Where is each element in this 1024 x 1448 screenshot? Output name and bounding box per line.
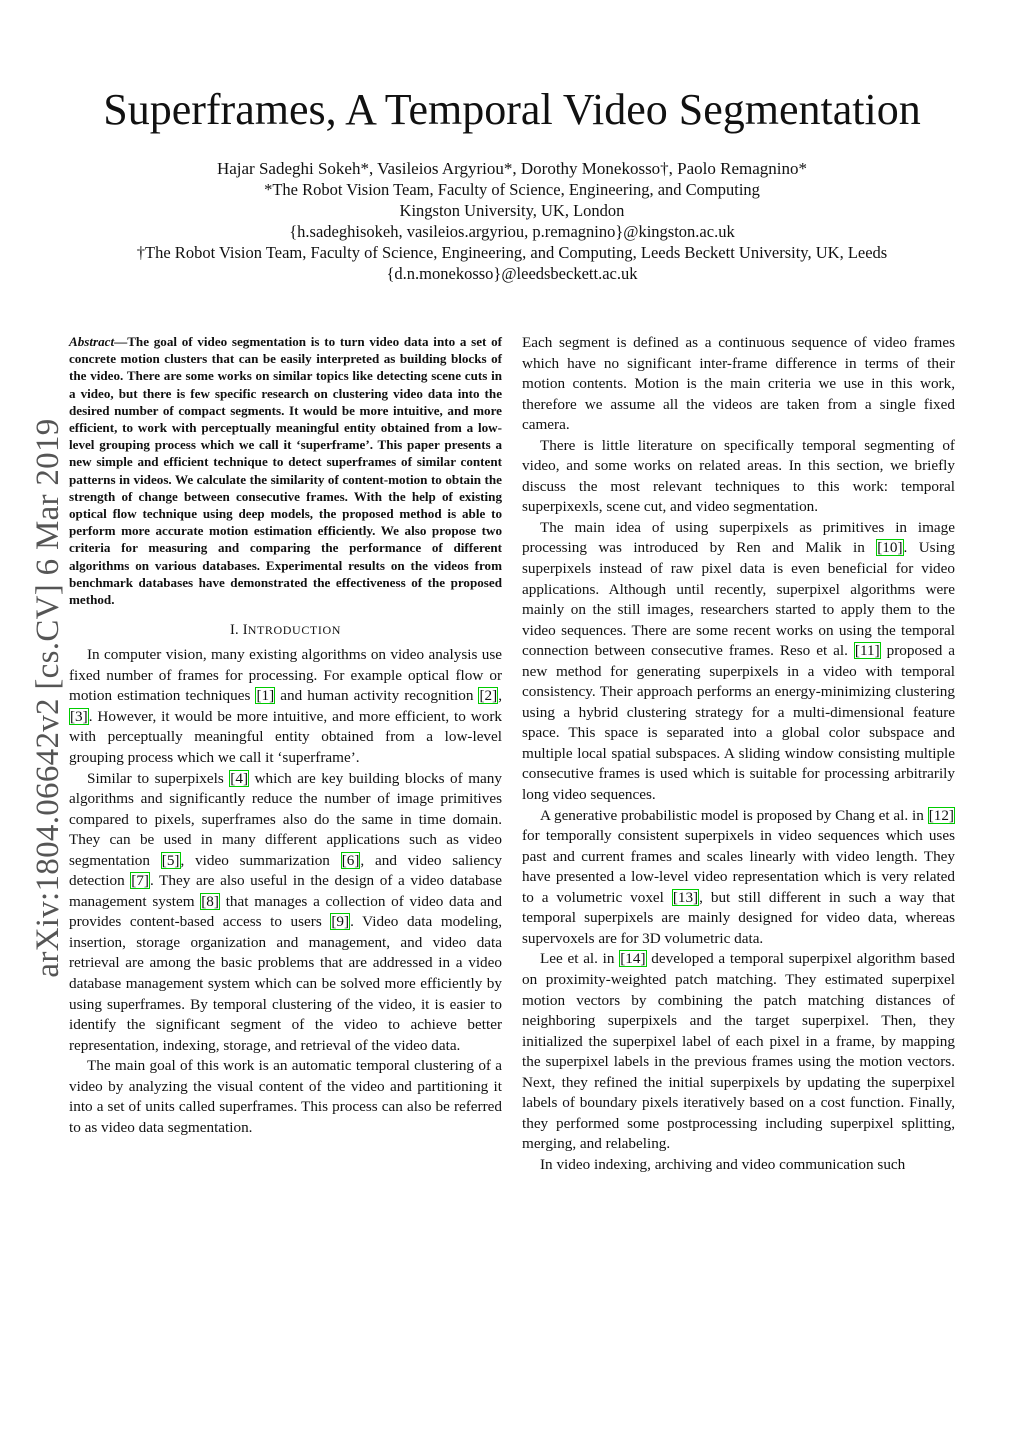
citation-link[interactable]: [7] — [131, 872, 149, 890]
citation-link[interactable]: [11] — [854, 642, 880, 660]
author-block — [0, 158, 1024, 284]
right-column — [522, 333, 955, 1175]
citation-link[interactable]: [14] — [620, 950, 646, 968]
intro-paragraph-1: In computer vision, many existing algorithms on video analysis use fixed number of frames for processing. For example optical flow or motion estimation techniques [1] and human activity recognition [2], [3]. However, it would be more intuitive, and more efficient, to work with perceptually meaningful entity obtained from a low-level grouping process which we call it ‘superframe’. — [69, 646, 502, 766]
section-number: I. — [230, 622, 239, 639]
section-title-rest: NTRODUCTION — [247, 623, 341, 638]
email-2: {d.n.monekosso}@leedsbeckett.ac.uk — [386, 264, 638, 283]
left-column — [69, 333, 502, 1138]
right-paragraph-4: A generative probabilistic model is proposed by Chang et al. in [12] for temporally consistent superpixels in video sequences which uses past and current frames and scales linearly with video length. They have presented a low-level video representation which is very related to a volumetric voxel [13], but still different in such a way that temporal superpixels are mainly designed for video data, whereas supervoxels are for 3D volumetric data. — [522, 806, 956, 947]
email-1: {h.sadeghisokeh, vasileios.argyriou, p.remagnino}@kingston.ac.uk — [289, 222, 735, 241]
citation-link[interactable]: [5] — [161, 851, 180, 869]
citation-link[interactable]: [2] — [479, 687, 498, 705]
right-paragraph-3: The main idea of using superpixels as primitives in image processing was introduced by Ren and Malik in [10]. Using superpixels instead of raw pixel data is even beneficial for video applications. Although until recently, superpixel algorithms were mainly on the still images, researchers started to apply them to the video sequences. There are some recent works on using the temporal connection between consecutive frames. Reso et al. [11] proposed a new method for generating superpixels in a video with temporal consistency. Their approach performs an energy-minimizing clustering using a hybrid clustering strategy for a multi-dimensional feature space. This space is separated into a global color subspace and multiple local spatial subspaces. A sliding window consisting multiple consecutive frames is used which is suitable for processing arbitrarily long video sequences. — [522, 518, 955, 804]
citation-link[interactable]: [8] — [201, 892, 219, 910]
affiliation-1-location: Kingston University, UK, London — [399, 201, 625, 220]
paper-title: Superframes, A Temporal Video Segmentation — [103, 85, 921, 134]
right-paragraph-1: Each segment is defined as a continuous sequence of video frames which have no significant inter-frame difference in terms of their motion contents. Motion is the main criteria we use in this work, therefore we assume all the videos are taken from a single fixed camera. — [522, 334, 955, 434]
citation-link[interactable]: [12] — [928, 806, 954, 824]
section-heading-introduction — [69, 622, 502, 639]
author-names: Hajar Sadeghi Sokeh*, Vasileios Argyriou*, Dorothy Monekosso†, Paolo Remagnino* — [216, 159, 808, 178]
right-paragraph-2: There is little literature on specifically temporal segmenting of video, and some works on related areas. In this section, we briefly discuss the most relevant techniques to this work: temporal superpixexls, scene cut, and video segmentation. — [522, 436, 955, 516]
intro-paragraph-3: The main goal of this work is an automatic temporal clustering of a video by analyzing the visual content of the video and partitioning it into a set of units called superframes. This process can also be referred to as video data segmentation. — [69, 1057, 502, 1136]
abstract — [69, 333, 502, 608]
citation-link[interactable]: [4] — [230, 769, 249, 787]
intro-paragraph-2: Similar to superpixels [4] which are key building blocks of many algorithms and significantly reduce the number of image primitives compared to pixels, superframes also do the same in time domain. They can be used in many different applications such as video segmentation [5], video summarization [6], and video saliency detection [7]. They are also useful in the design of a video database management system [8] that manages a collection of video data and provides content-based access to users [9]. Video data modeling, insertion, storage organization and management, and video data retrieval are among the basic problems that are addressed in a video database management system which can be solved more efficiently by using superframes. By temporal clustering of the video, it is easier to identify the significant segment of the video to achieve better representation, indexing, storage, and retrieval of the video data. — [69, 769, 503, 1054]
right-paragraph-6: In video indexing, archiving and video communication such — [540, 1155, 906, 1173]
abstract-label: Abstract — [69, 334, 115, 349]
citation-link[interactable]: [1] — [256, 687, 275, 705]
abstract-text: —The goal of video segmentation is to turn video data into a set of concrete motion clusters that can be easily interpreted as building blocks of the video. There are some works on similar topics like detecting scene cuts in a video, but there is few specific research on clustering video data into the desired number of compact segments. It would be more intuitive, and more efficient, to work with perceptually meaningful entity obtained from a low-level grouping process which we call it ‘superframe’. This paper presents a new simple and efficient technique to detect superframes of similar content patterns in videos. We calculate the similarity of content-motion to obtain the strength of change between consecutive frames. With the help of existing optical flow technique using deep models, the proposed method is able to perform more accurate motion estimation efficiently. We also propose two criteria for measuring and comparing the performance of different algorithms on various databases. Experimental results on the videos from benchmark databases have demonstrated the effectiveness of the proposed method. — [69, 334, 502, 608]
citation-link[interactable]: [3] — [70, 707, 88, 725]
citation-link[interactable]: [13] — [672, 888, 699, 906]
affiliation-2: †The Robot Vision Team, Faculty of Science, Engineering, and Computing, Leeds Beckett University, UK, Leeds — [136, 243, 888, 262]
arxiv-identifier: arXiv:1804.06642v2 [cs.CV] 6 Mar 2019 — [30, 418, 66, 978]
right-paragraph-5: Lee et al. in [14] developed a temporal superpixel algorithm based on proximity-weighted patch matching. They estimated superpixel motion vectors by combining the patch matching distances of neighboring superpixels and the target superpixel. Then, they initialized the superpixel label of each pixel in a frame, by mapping the superpixel labels in the previous frames using the motion vectors. Next, they refined the initial superpixels by updating the superpixel labels of boundary pixels iteratively based on a cost function. Finally, they performed some postprocessing including superpixel splitting, merging, and relabeling. — [522, 950, 955, 1153]
citation-link[interactable]: [10] — [877, 539, 903, 557]
citation-link[interactable]: [6] — [341, 851, 360, 869]
citation-link[interactable]: [9] — [331, 913, 350, 931]
section-title-initial: I — [242, 622, 248, 639]
affiliation-1: *The Robot Vision Team, Faculty of Science, Engineering, and Computing — [264, 180, 760, 199]
